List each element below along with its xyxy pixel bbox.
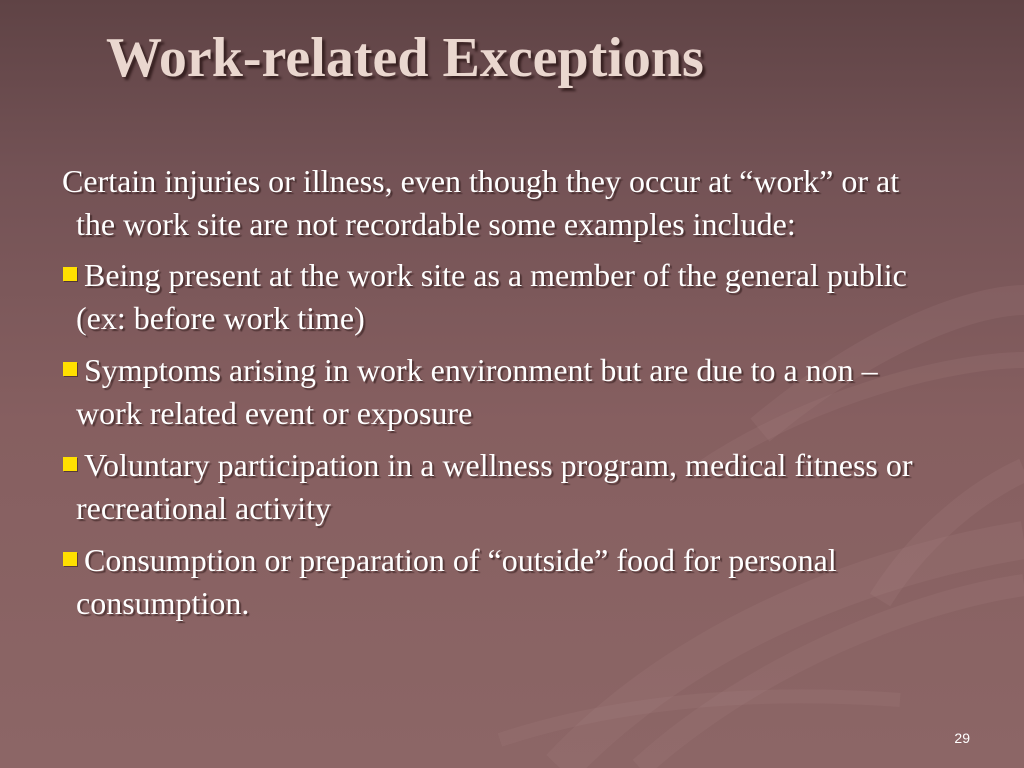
list-item xyxy=(62,444,942,530)
bullet-text: Voluntary participation in a wellness program, medical fitness or recreational activity xyxy=(76,447,913,526)
square-bullet-icon xyxy=(63,267,77,281)
intro-paragraph: Certain injuries or illness, even though they occur at “work” or at the work site are not recordable some examples include: xyxy=(62,163,900,242)
list-item xyxy=(62,349,942,435)
bullet-text: Symptoms arising in work environment but are due to a non –work related event or exposure xyxy=(76,352,878,431)
list-item xyxy=(62,539,942,625)
square-bullet-icon xyxy=(63,362,77,376)
square-bullet-icon xyxy=(63,457,77,471)
slide-title: Work-related Exceptions xyxy=(106,27,704,89)
square-bullet-icon xyxy=(63,552,77,566)
slide-body xyxy=(62,160,942,634)
list-item xyxy=(62,254,942,340)
bullet-list xyxy=(62,254,942,625)
bullet-text: Consumption or preparation of “outside” food for personal consumption. xyxy=(76,542,837,621)
bullet-text: Being present at the work site as a member of the general public (ex: before work time) xyxy=(76,257,907,336)
slide-number: 29 xyxy=(954,730,970,746)
